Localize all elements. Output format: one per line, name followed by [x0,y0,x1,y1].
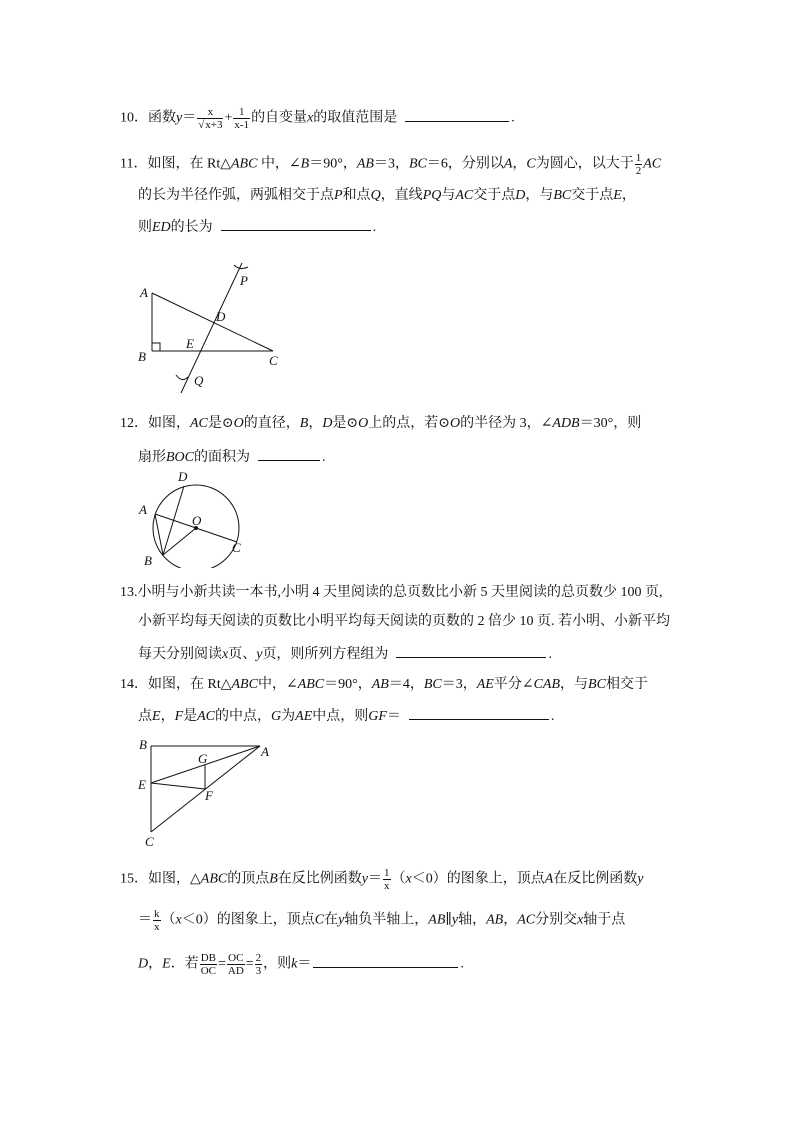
label-d: D [178,469,188,484]
fraction-1-over-x: $\frac{1}{x}$ [384,867,390,892]
label-c: C [232,540,241,555]
right-angle-mark [152,343,160,351]
label-f: F [205,788,213,803]
segment-ac [152,293,273,351]
radius-ob [163,528,196,555]
fraction-one-half: $\frac{1}{2}$ [635,152,642,177]
question-15-line-3: D，E．若 $\frac{DB}{OC}$ = $\frac{OC}{AD}$ = $\frac{2}{3}$ ，则k＝ . [138,952,464,977]
question-14-line-1: 14．如图，在 Rt△ABC中，∠ABC＝90°，AB＝4，BC＝3，AE平分∠CAB，与BC相交于 [120,677,648,692]
label-c: C [269,353,278,368]
fraction-x-over-root: $\frac{x}{√x+3}$ [198,106,223,131]
fraction-1-over-x-minus-1: $\frac{1}{x-1}$ [234,106,250,131]
answer-blank-12[interactable] [258,446,320,461]
label-g: G [198,751,208,766]
figure-12-circle [136,468,251,568]
answer-blank-11[interactable] [221,216,371,231]
label-b: B [138,349,146,364]
label-c: C [145,834,154,849]
question-15-line-1: 15．如图，△ABC的顶点B在反比例函数y＝ $\frac{1}{x}$ （x＜0）的图象上，顶点A在反比例函数y [120,867,644,892]
answer-blank-10[interactable] [405,107,509,122]
label-a: A [261,744,269,759]
label-d: D [216,309,226,324]
label-b: B [139,737,147,752]
label-a: A [139,502,147,517]
label-e: E [186,336,194,351]
figure-11-triangle [130,255,280,400]
question-13-line-2: 小新平均每天阅读的页数比小明平均每天阅读的页数的 2 倍少 10 页. 若小明、小新平均 [138,614,670,629]
label-e: E [138,777,146,792]
label-a: A [140,285,148,300]
question-13-line-1: 13.小明与小新共读一本书,小明 4 天里阅读的总页数比小新 5 天里阅读的总页数少 100 页, [120,585,663,600]
question-11-line-3: 则ED的长为 . [138,216,376,238]
label-b: B [144,553,152,568]
line-pq [181,263,242,393]
arc-mark-q [176,375,188,380]
question-15-line-2: ＝ $\frac{k}{x}$ （x＜0）的图象上，顶点C在y轴负半轴上，AB∥y轴，AB，AC分别交x轴于点 [138,908,626,933]
fraction-k-over-x: $\frac{k}{x}$ [154,908,160,933]
fraction-db-over-oc: $\frac{DB}{OC}$ [200,952,216,977]
label-p: P [240,273,248,288]
question-11-line-2: 的长为半径作弧，两弧相交于点P和点Q，直线PQ与AC交于点D，与BC交于点E， [138,188,636,203]
question-12-line-1: 12．如图，AC是⊙O的直径，B，D是⊙O上的点，若⊙O的半径为 3，∠ADB＝30°，则 [120,416,642,431]
segment-ef [151,783,205,789]
chord-ab [155,514,163,555]
chord-db [163,486,184,555]
answer-blank-14[interactable] [409,705,549,720]
label-q: Q [194,373,204,388]
label-o: O [192,513,202,528]
question-13-line-3: 每天分别阅读x页、y页，则所列方程组为 . [138,643,552,665]
question-14-line-2: 点E，F是AC的中点，G为AE中点，则GF＝ . [138,705,554,727]
fraction-2-over-3: $\frac{2}{3}$ [255,952,262,977]
figure-14-triangle [134,734,274,852]
question-11-line-1: 11．如图，在 Rt△ABC 中，∠B＝90°，AB＝3，BC＝6，分别以A，C为圆心，以大于 $\frac{1}{2}$ AC [120,152,662,177]
question-12-line-2: 扇形BOC的面积为 . [138,446,326,468]
fraction-oc-over-ad: $\frac{OC}{AD}$ [227,952,244,977]
answer-blank-13[interactable] [396,643,546,658]
answer-blank-15[interactable] [313,953,458,968]
question-10: 10．函数y＝ $\frac{x}{√x+3}$ + $\frac{1}{x-1}$ 的自变量x的取值范围是 . [120,106,515,131]
